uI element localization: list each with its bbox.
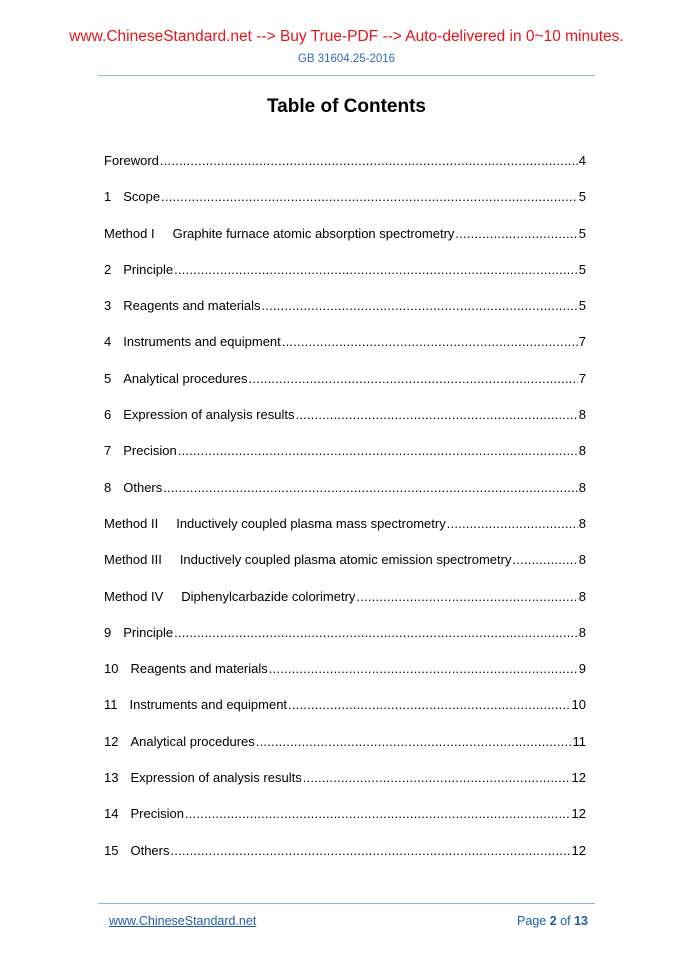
toc-entry-page: 8 — [578, 479, 586, 495]
toc-entry-principle[interactable] — [104, 259, 586, 295]
toc-entry-number: 12 — [104, 733, 119, 749]
toc-entry-page: 5 — [578, 298, 586, 314]
toc-entry-page: 4 — [578, 153, 586, 168]
toc-entry-method-3[interactable] — [104, 549, 586, 585]
toc-entry-label: Principle — [123, 624, 174, 640]
toc-entry-label: Graphite furnace atomic absorption spectrometry — [172, 225, 455, 241]
toc-entry-principle-9[interactable] — [104, 622, 586, 658]
toc-entry-page: 5 — [578, 189, 586, 205]
toc-leader-dots — [174, 259, 578, 281]
toc-leader-dots — [282, 331, 578, 353]
toc-entry-number: 1 — [104, 189, 112, 205]
toc-entry-label: Precision — [130, 806, 184, 822]
toc-entry-label: Reagents and materials — [123, 298, 261, 314]
toc-entry-reagents[interactable] — [104, 295, 586, 331]
toc-entry-label: Others — [130, 842, 170, 858]
page-total: 13 — [574, 914, 588, 928]
toc-leader-dots — [160, 150, 578, 172]
page-indicator — [517, 914, 588, 928]
toc-leader-dots — [295, 404, 577, 426]
toc-entry-page: 8 — [578, 624, 586, 640]
toc-entry-label: Foreword — [104, 153, 159, 168]
toc-entry-number: 10 — [104, 661, 119, 677]
toc-entry-number: Method II — [104, 515, 159, 531]
toc-leader-dots — [356, 586, 577, 608]
toc-leader-dots — [185, 803, 571, 825]
toc-entry-page: 7 — [578, 370, 586, 386]
toc-leader-dots — [269, 658, 578, 680]
toc-entry-number: Method IV — [104, 588, 164, 604]
toc-entry-others[interactable] — [104, 477, 586, 513]
toc-entry-number: 8 — [104, 479, 112, 495]
toc-leader-dots — [455, 223, 577, 245]
table-of-contents — [104, 150, 586, 876]
toc-entry-page: 10 — [571, 697, 586, 713]
toc-entry-label: Analytical procedures — [123, 370, 248, 386]
toc-leader-dots — [174, 622, 578, 644]
toc-entry-expression[interactable] — [104, 404, 586, 440]
toc-entry-label: Expression of analysis results — [130, 770, 302, 786]
toc-entry-page: 8 — [578, 588, 586, 604]
page-current: 2 — [549, 914, 557, 928]
toc-entry-label: Inductively coupled plasma mass spectrometry — [176, 515, 446, 531]
toc-entry-reagents-10[interactable] — [104, 658, 586, 694]
toc-entry-scope[interactable] — [104, 186, 586, 222]
toc-entry-page: 8 — [578, 552, 586, 568]
page-title: Table of Contents — [266, 96, 427, 117]
toc-leader-dots — [170, 840, 570, 862]
toc-leader-dots — [262, 295, 578, 317]
toc-entry-label: Others — [123, 479, 163, 495]
toc-leader-dots — [447, 513, 578, 535]
toc-leader-dots — [249, 368, 578, 390]
toc-entry-method-4[interactable] — [104, 586, 586, 622]
toc-leader-dots — [256, 731, 572, 753]
toc-entry-number: Method I — [104, 225, 155, 241]
toc-entry-label: Principle — [123, 261, 174, 277]
header-divider — [98, 75, 595, 76]
toc-entry-others-15[interactable] — [104, 840, 586, 876]
toc-entry-number: 9 — [104, 624, 112, 640]
toc-leader-dots — [512, 549, 577, 571]
toc-entry-label: Expression of analysis results — [123, 407, 295, 423]
standard-code: GB 31604.25-2016 — [297, 53, 396, 65]
toc-entry-page: 9 — [578, 661, 586, 677]
toc-entry-number: Method III — [104, 552, 162, 568]
toc-entry-number: 5 — [104, 370, 112, 386]
toc-entry-page: 12 — [571, 842, 586, 858]
toc-leader-dots — [178, 440, 578, 462]
toc-entry-page: 12 — [571, 770, 586, 786]
toc-entry-number: 3 — [104, 298, 112, 314]
toc-entry-instruments[interactable] — [104, 331, 586, 367]
page-label: Page — [517, 914, 547, 928]
toc-entry-page: 8 — [578, 407, 586, 423]
toc-entry-method-2[interactable] — [104, 513, 586, 549]
toc-entry-expression-13[interactable] — [104, 767, 586, 803]
toc-entry-label: Inductively coupled plasma atomic emission spectrometry — [179, 552, 512, 568]
toc-entry-number: 15 — [104, 842, 119, 858]
toc-entry-number: 6 — [104, 407, 112, 423]
toc-entry-procedures-12[interactable] — [104, 731, 586, 767]
toc-entry-number: 13 — [104, 770, 119, 786]
toc-entry-page: 5 — [578, 225, 586, 241]
toc-entry-page: 7 — [578, 334, 586, 350]
toc-entry-number: 11 — [104, 697, 118, 713]
toc-entry-label: Reagents and materials — [130, 661, 268, 677]
toc-leader-dots — [303, 767, 571, 789]
page-of-label: of — [560, 914, 571, 928]
toc-leader-dots — [163, 477, 578, 499]
toc-entry-page: 11 — [572, 733, 586, 749]
toc-entry-label: Precision — [123, 443, 177, 459]
footer-divider — [98, 903, 595, 904]
toc-entry-label: Scope — [123, 189, 161, 205]
toc-entry-number: 2 — [104, 261, 112, 277]
toc-entry-procedures[interactable] — [104, 368, 586, 404]
toc-entry-number: 14 — [104, 806, 119, 822]
toc-entry-instruments-11[interactable] — [104, 694, 586, 730]
toc-entry-page: 5 — [578, 261, 586, 277]
toc-entry-page: 12 — [571, 806, 586, 822]
toc-entry-page: 8 — [578, 515, 586, 531]
toc-entry-precision-14[interactable] — [104, 803, 586, 839]
toc-leader-dots — [161, 186, 578, 208]
toc-entry-page: 8 — [578, 443, 586, 459]
toc-entry-label: Analytical procedures — [130, 733, 255, 749]
toc-entry-label: Instruments and equipment — [123, 334, 281, 350]
toc-entry-number: 7 — [104, 443, 112, 459]
toc-entry-precision[interactable] — [104, 440, 586, 476]
toc-entry-label: Instruments and equipment — [129, 697, 288, 713]
toc-entry-number: 4 — [104, 334, 112, 350]
footer-website-link[interactable]: www.ChineseStandard.net — [109, 914, 257, 928]
toc-entry-method-1[interactable] — [104, 223, 586, 259]
promo-banner[interactable]: www.ChineseStandard.net --> Buy True-PDF --> Auto-delivered in 0~10 minutes. — [69, 28, 624, 45]
toc-entry-label: Diphenylcarbazide colorimetry — [181, 588, 356, 604]
toc-leader-dots — [288, 694, 570, 716]
toc-entry-foreword[interactable] — [104, 150, 586, 186]
